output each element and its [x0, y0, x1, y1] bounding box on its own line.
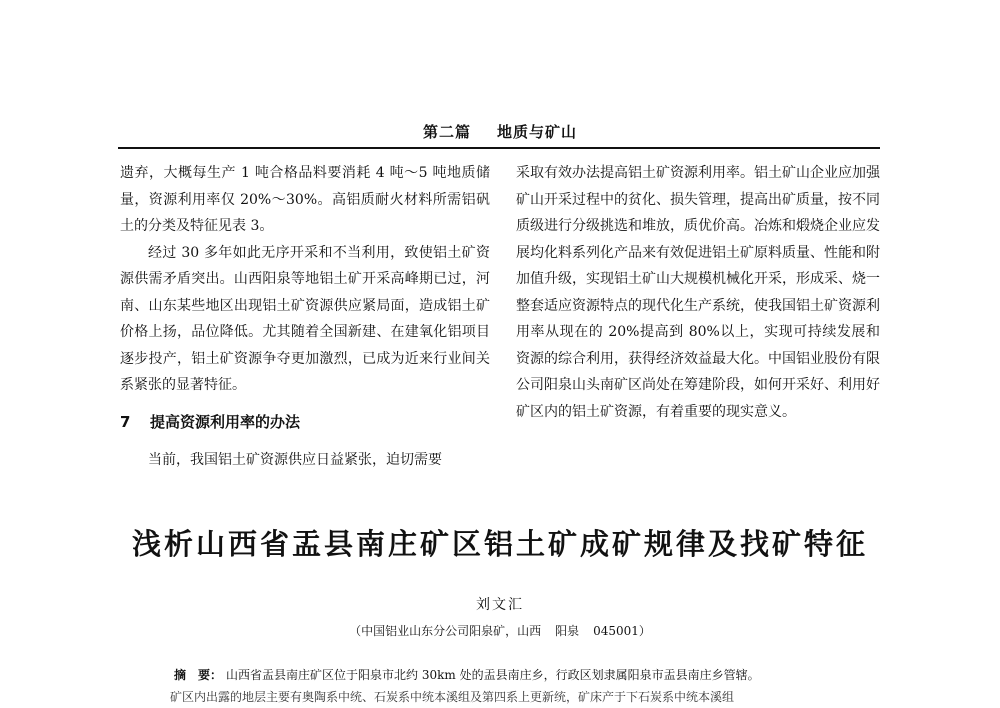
- running-header: [120, 121, 880, 142]
- section-title: 提高资源利用率的办法: [150, 412, 301, 431]
- header-rule: [118, 147, 880, 149]
- left-paragraph-2: 经过 30 多年如此无序开采和不当利用，致使铝土矿资源供需矛盾突出。山西阳泉等地铝土矿开采高峰期已过，河南、山东某些地区出现铝土矿资源供应紧局面，造成铝土矿价格上扬，品位降低。尤其随着全国新建、在建氧化铝项目逐步投产，铝土矿资源争夺更加激烈，已成为近来行业间关系紧张的显著特征。: [120, 244, 490, 393]
- abstract: [170, 664, 874, 708]
- left-column: [120, 160, 490, 474]
- left-paragraph-3: 当前，我国铝土矿资源供应日益紧张，迫切需要: [148, 452, 442, 468]
- section-number: 7: [120, 412, 131, 431]
- left-paragraph-1: 遗弃，大概每生产 1 吨合格品料要消耗 4 吨～5 吨地质储量，资源利用率仅 20%～30%。高铝质耐火材料所需铝矾土的分类及特征见表 3。: [120, 165, 490, 234]
- affil-zip: 045001）: [593, 624, 651, 638]
- header-part: 第二篇: [422, 123, 471, 141]
- article-affiliation: [0, 622, 1000, 639]
- abstract-line-2: 矿区内出露的地层主要有奥陶系中统、石炭系中统本溪组及第四系上更新统，矿床产于下石炭系中统本溪组: [170, 690, 735, 704]
- abstract-text-1: 山西省盂县南庄矿区位于阳泉市北约 30km 处的盂县南庄乡，行政区划隶属阳泉市盂县南庄乡管辖。: [226, 668, 760, 682]
- abstract-line-1: [174, 664, 874, 686]
- article-author: 刘文汇: [476, 597, 524, 613]
- affil-city: 阳泉: [555, 624, 580, 638]
- section-heading: [120, 409, 490, 436]
- abstract-label: 摘 要：: [174, 668, 223, 682]
- right-paragraph-1: 采取有效办法提高铝土矿资源利用率。铝土矿山企业应加强矿山开采过程中的贫化、损失管理，提高出矿质量，按不同质级进行分级挑选和堆放，质优价高。冶炼和煅烧企业应发展均化料系列化产品来有效促进铝土矿原料质量、性能和附加值升级，实现铝土矿山大规模机械化开采，形成采、烧一整套适应资源特点的现代化生产系统，使我国铝土矿资源利用率从现在的 20%提高到 80%以上，实现可持续发展和资源的综合利用，获得经济效益最大化。中国铝业股份有限公司阳泉山头南矿区尚处在筹建阶段，如何开采好、利用好矿区内的铝土矿资源，有着重要的现实意义。: [516, 165, 880, 420]
- right-column: [516, 160, 880, 425]
- affil-org: （中国铝业山东分公司阳泉矿，山西: [349, 624, 542, 638]
- article-title: 浅析山西省盂县南庄矿区铝土矿成矿规律及找矿特征: [131, 527, 868, 561]
- header-topic: 地质与矿山: [497, 123, 578, 141]
